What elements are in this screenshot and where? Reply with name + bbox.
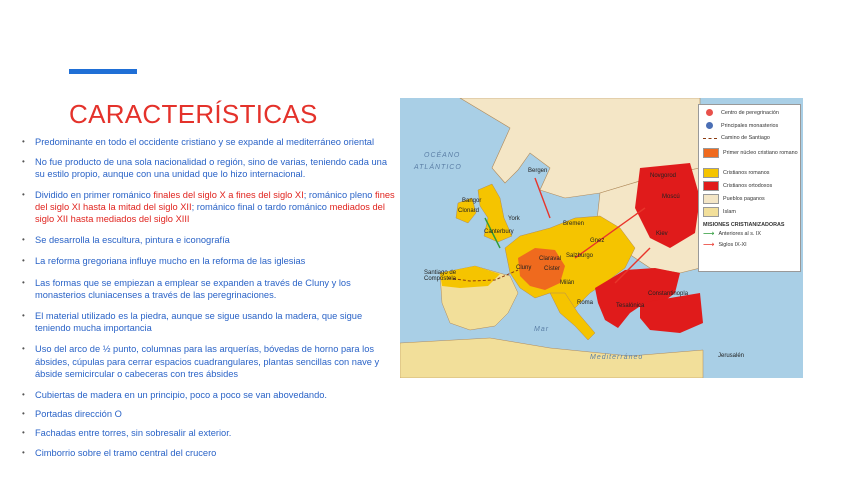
bullet-highlight-text: finales del siglo X a fines del siglo XI <box>153 189 304 200</box>
place-novgorod: Novgorod <box>650 173 677 179</box>
legend-label: Islam <box>723 209 736 215</box>
place-gniezno: Gnez <box>590 238 605 244</box>
bullet-text: No fue producto de una sola nacionalidad o región, sino de varias, teniendo cada una su estilo propio, aunque con una unidad que lo hizo internacional. <box>35 157 387 180</box>
bullet-text: ; románico pleno <box>303 189 376 200</box>
legend-label: Anteriores al s. IX <box>718 231 762 237</box>
legend-label: Camino de Santiago <box>721 135 770 141</box>
legend-item <box>703 122 778 129</box>
legend-label: Cristianos romanos <box>723 170 770 176</box>
sea-label-ocean: OCÉANO <box>424 152 461 159</box>
legend-item <box>703 207 736 217</box>
place-clonard: Clonard <box>458 208 480 214</box>
legend-item <box>703 148 798 158</box>
place-york: York <box>508 216 520 222</box>
bullet-item <box>22 408 396 420</box>
place-cister: Císter <box>544 266 561 272</box>
bullet-text: Portadas dirección O <box>35 409 122 420</box>
legend-swatch <box>703 181 719 191</box>
place-moscu: Moscú <box>662 194 680 200</box>
characteristics-list <box>22 136 396 459</box>
bullet-highlight-text: fines del siglo XI hasta la mitad del siglo XII <box>35 189 395 212</box>
place-tesalonica: Tesalónica <box>616 303 645 309</box>
bullet-item <box>22 310 396 334</box>
place-bergen: Bergen <box>528 168 548 174</box>
bullet-text: El material utilizado es la piedra, aunque se sigue usando la madera, que sigue teniendo mucha importancia <box>35 311 363 334</box>
place-claraval: Claraval <box>539 256 562 262</box>
legend-label: Siglos IX-XI <box>718 242 747 248</box>
bullet-text: Fachadas entre torres, sin sobresalir al exterior. <box>35 428 232 439</box>
place-constantinopla: Constantinopla <box>648 291 689 297</box>
place-jerusalen: Jerusalén <box>718 353 745 359</box>
legend-dash-icon <box>703 138 717 139</box>
bullet-text: Cimborrio sobre el tramo central del crucero <box>35 447 217 458</box>
slide-title: CARACTERÍSTICAS <box>69 99 318 129</box>
legend-swatch <box>703 207 719 217</box>
legend-label: Pueblos paganos <box>723 196 765 202</box>
bullet-text: Se desarrolla la escultura, pintura e iconografía <box>35 235 230 246</box>
bullet-text: ; románico final o tardo románico <box>191 201 330 212</box>
legend-label: Cristianos ortodoxos <box>723 183 773 189</box>
title-accent-bar <box>69 69 137 74</box>
arrow-icon: ⟶ <box>703 240 715 249</box>
place-cluny: Cluny <box>516 265 532 271</box>
arrow-icon: ⟶ <box>703 229 715 238</box>
bullet-item <box>22 156 396 180</box>
legend-label: Primer núcleo cristiano romano <box>723 150 798 156</box>
place-canterbury: Canterbury <box>484 229 514 235</box>
place-bangor: Bangor <box>462 198 482 204</box>
bullet-item <box>22 389 396 401</box>
bullet-item <box>22 343 396 380</box>
bullet-text: Predominante en todo el occidente cristiano y se expande al mediterráneo oriental <box>35 137 375 147</box>
legend-label: Centro de peregrinación <box>721 109 779 116</box>
legend-mission-item <box>703 242 747 248</box>
sea-label-mediterraneo: Mediterráneo <box>590 354 644 361</box>
legend-item <box>703 109 779 116</box>
legend-swatch <box>703 194 719 204</box>
legend-item <box>703 168 769 178</box>
sea-label-mar: Mar <box>534 326 550 333</box>
place-santiago: Santiago de Compostela <box>424 270 457 282</box>
place-roma: Roma <box>577 300 594 306</box>
legend-dot-icon <box>706 109 713 116</box>
bullet-text: Dividido en primer románico <box>35 189 154 200</box>
legend-swatch <box>703 168 719 178</box>
place-kiev: Kiev <box>656 231 668 237</box>
bullet-highlight-text: mediados del siglo XII hasta mediados del siglo XIII <box>35 201 385 225</box>
europe-romanesque-map <box>400 98 803 378</box>
legend-mission-item <box>703 231 761 237</box>
bullet-text: La reforma gregoriana influye mucho en la reforma de las iglesias <box>35 256 306 267</box>
bullet-item <box>22 447 396 459</box>
bullet-text: Cubiertas de madera en un principio, poco a poco se van abovedando. <box>35 390 328 401</box>
bullet-text: Las formas que se empiezan a emplear se expanden a través de Cluny y los monasterios cluniacenses a través de las peregrinaciones. <box>35 277 351 300</box>
legend-dot-icon <box>706 122 713 129</box>
bullet-item <box>22 189 396 226</box>
legend-item <box>703 135 770 141</box>
bullet-text: Uso del arco de ½ punto, columnas para las arquerías, bóvedas de horno para los ábsides, cúpulas para cerrar espacios cuadrangulares, plantas sencillas con nave y ábside semicircular o cabeceras con tres ábsides <box>35 344 380 379</box>
sea-label-atlantic: ATLÁNTICO <box>414 164 462 171</box>
bullet-item <box>22 255 396 267</box>
legend-label: Principales monasterios <box>721 122 779 129</box>
bullet-item <box>22 136 396 148</box>
bullet-item <box>22 427 396 439</box>
map-legend <box>698 104 801 272</box>
legend-item <box>703 194 765 204</box>
legend-missions-title: MISIONES CRISTIANIZADORAS <box>703 222 785 228</box>
place-salzburgo: Salzburgo <box>566 253 594 259</box>
bullet-item <box>22 277 396 301</box>
place-milan: Milán <box>560 280 575 286</box>
legend-swatch <box>703 148 719 158</box>
place-bremen: Bremen <box>563 221 585 227</box>
legend-item <box>703 181 772 191</box>
bullet-item <box>22 234 396 246</box>
